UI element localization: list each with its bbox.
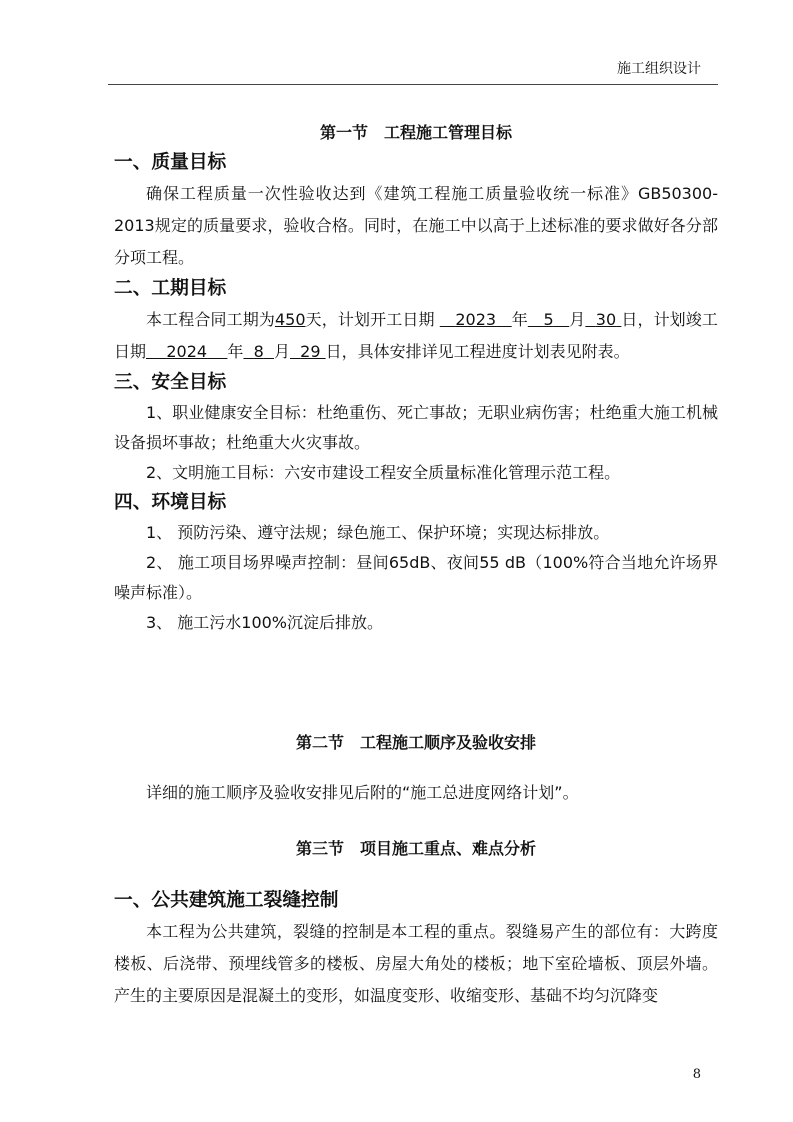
section3-title: 第三节 项目施工重点、难点分析	[295, 839, 536, 858]
start-year: 2023	[455, 310, 497, 329]
environment-heading: 四、环境目标	[114, 492, 227, 513]
section1-title: 第一节 工程施工管理目标	[319, 123, 512, 142]
quality-heading: 一、质量目标	[114, 152, 227, 173]
schedule-text: 月	[273, 342, 290, 361]
start-month: 5	[543, 310, 554, 329]
safety-item-2: 2、文明施工目标：六安市建设工程安全质量标准化管理示范工程。	[146, 463, 621, 482]
end-day: 29	[300, 342, 321, 361]
section2-paragraph: 详细的施工顺序及验收安排见后附的“施工总进度网络计划”。	[146, 783, 579, 802]
end-month: 8	[253, 342, 264, 361]
schedule-text: 日，具体安排详见工程进度计划表见附表。	[325, 342, 630, 361]
safety-item-1: 1、职业健康安全目标：杜绝重伤、死亡事故；无职业病伤害；杜绝重大施工机械设备损坏事故；杜绝重大火灾事故。	[114, 403, 718, 452]
schedule-text: 年	[511, 310, 528, 329]
safety-heading: 三、安全目标	[114, 372, 227, 393]
environment-item-3: 3、 施工污水100%沉淀后排放。	[146, 613, 384, 632]
end-year: 2024	[166, 342, 208, 361]
section2-title: 第二节 工程施工顺序及验收安排	[295, 733, 536, 752]
crack-control-paragraph: 本工程为公共建筑，裂缝的控制是本工程的重点。裂缝易产生的部位有：大跨度楼板、后浇带、预埋线管多的楼板、房屋大角处的楼板；地下室砼墙板、顶层外墙。产生的主要原因是混凝土的变形，如温度变形、收缩变形、基础不均匀沉降变	[114, 922, 718, 1005]
page-number: 8	[692, 1067, 701, 1082]
schedule-text: 天，计划开工日期	[305, 310, 435, 329]
schedule-text: 日，计划竣工日期	[114, 310, 718, 361]
header-rule	[108, 84, 718, 85]
environment-item-1: 1、 预防污染、遵守法规；绿色施工、保护环境；实现达标排放。	[146, 523, 610, 542]
contract-days: 450	[274, 310, 306, 329]
schedule-heading: 二、工期目标	[114, 278, 227, 299]
schedule-paragraph	[114, 304, 718, 368]
schedule-text: 本工程合同工期为	[146, 310, 275, 329]
schedule-text: 月	[569, 310, 586, 329]
environment-item-2: 2、 施工项目场界噪声控制：昼间65dB、夜间55 dB（100%符合当地允许场界噪声标准）。	[114, 553, 718, 602]
quality-paragraph: 确保工程质量一次性验收达到《建筑工程施工质量验收统一标准》GB50300-2013规定的质量要求，验收合格。同时，在施工中以高于上述标准的要求做好各分部分项工程。	[114, 184, 718, 267]
start-day: 30	[595, 310, 617, 329]
crack-control-heading: 一、公共建筑施工裂缝控制	[114, 890, 339, 911]
running-header: 施工组织设计	[617, 61, 701, 77]
document-body	[114, 118, 718, 1012]
schedule-text: 年	[227, 342, 244, 361]
